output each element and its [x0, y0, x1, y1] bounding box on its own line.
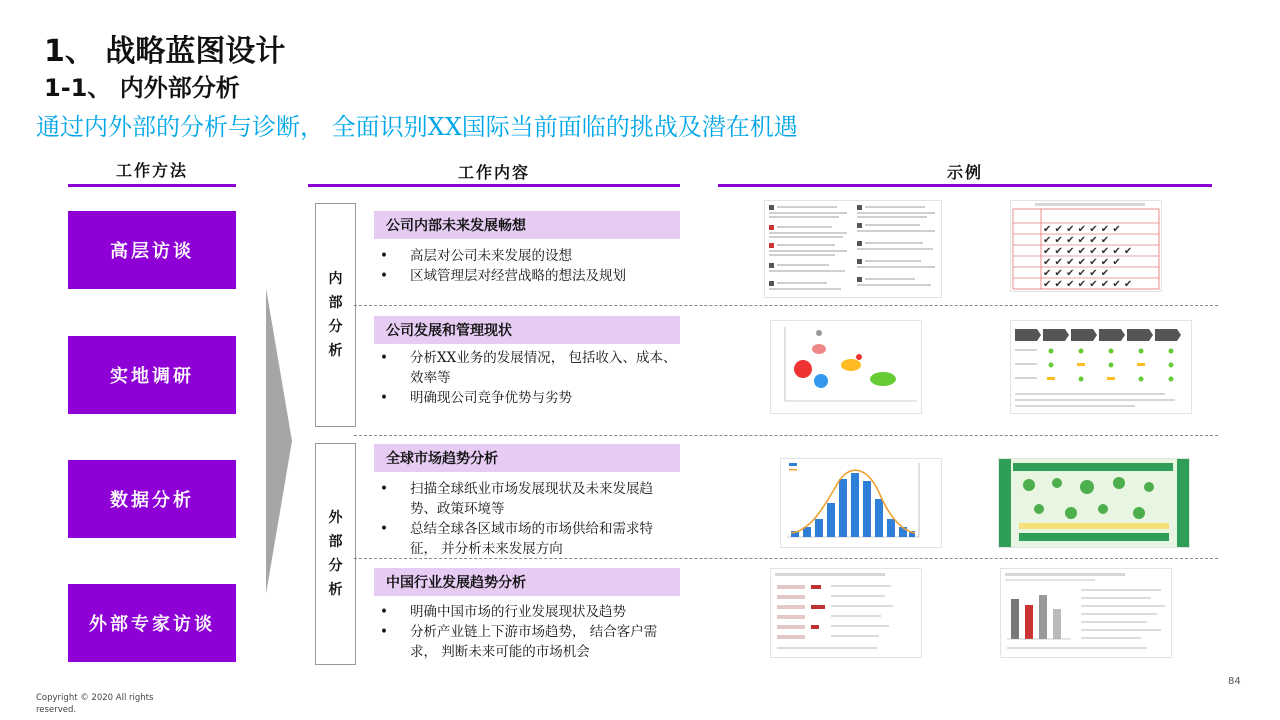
group-label-char: 析 [328, 343, 343, 359]
method-box-data-analysis: 数据分析 [68, 460, 236, 538]
list-item: • 总结全球各区域市场的市场供给和需求特征， 并分析未来发展方向 [380, 521, 653, 557]
svg-text:✔ ✔ ✔ ✔ ✔ ✔ ✔: ✔ ✔ ✔ ✔ ✔ ✔ ✔ [1043, 224, 1121, 235]
group-label-internal [315, 203, 356, 427]
list-item: • 分析XX业务的发展情况， 包括收入、成本、 效率等 [380, 350, 677, 386]
column-underline-content [308, 184, 680, 187]
column-underline-example [718, 184, 1212, 187]
bullet-list [378, 479, 678, 559]
method-box-executive-interview: 高层访谈 [68, 211, 236, 289]
bullet-list [378, 348, 678, 408]
example-thumbnail-process-flow [1010, 320, 1192, 414]
group-label-char: 内 [328, 271, 343, 287]
example-thumbnail-bar-comparison [1000, 568, 1172, 658]
section-title: 1-1、 内外部分析 [44, 74, 240, 102]
group-label-external [315, 443, 356, 665]
svg-text:✔ ✔ ✔ ✔ ✔ ✔: ✔ ✔ ✔ ✔ ✔ ✔ [1043, 268, 1110, 279]
svg-text:✔ ✔ ✔ ✔ ✔ ✔ ✔ ✔: ✔ ✔ ✔ ✔ ✔ ✔ ✔ ✔ [1043, 279, 1133, 290]
example-thumbnail-data-table [770, 568, 922, 658]
page-title: 1、 战略蓝图设计 [44, 34, 286, 69]
list-item: • 高层对公司未来发展的设想 [380, 248, 572, 264]
divider [354, 305, 1218, 306]
page-number: 84 [1228, 676, 1241, 687]
group-label-char: 部 [328, 534, 343, 550]
group-label-char: 外 [328, 510, 343, 526]
svg-text:✔ ✔ ✔ ✔ ✔ ✔ ✔: ✔ ✔ ✔ ✔ ✔ ✔ ✔ [1043, 257, 1121, 268]
section-heading: 中国行业发展趋势分析 [374, 568, 680, 596]
section-heading: 公司内部未来发展畅想 [374, 211, 680, 239]
section-heading: 全球市场趋势分析 [374, 444, 680, 472]
svg-text:✔ ✔ ✔ ✔ ✔ ✔: ✔ ✔ ✔ ✔ ✔ ✔ [1043, 235, 1110, 246]
example-thumbnail-scatter [770, 320, 922, 414]
example-thumbnail-text-doc [764, 200, 942, 298]
column-header-example: 示例 [946, 163, 983, 182]
list-item: • 区域管理层对经营战略的想法及规划 [380, 268, 626, 284]
divider [354, 435, 1218, 436]
group-label-char: 析 [328, 582, 343, 598]
bullet-list [378, 246, 678, 286]
method-box-expert-interview: 外部专家访谈 [68, 584, 236, 662]
group-label-internal-text [329, 267, 343, 363]
copyright-text: Copyright © 2020 All rights reserved. [36, 693, 154, 715]
group-label-char: 分 [328, 558, 343, 574]
column-header-content: 工作内容 [457, 163, 530, 182]
group-label-char: 分 [328, 319, 343, 335]
flow-arrow-icon [264, 288, 294, 594]
column-header-method: 工作方法 [115, 161, 188, 180]
svg-text:✔ ✔ ✔ ✔ ✔ ✔ ✔ ✔: ✔ ✔ ✔ ✔ ✔ ✔ ✔ ✔ [1043, 246, 1133, 257]
list-item: • 扫描全球纸业市场发展现状及未来发展趋势、政策环境等 [380, 481, 653, 517]
example-thumbnail-check-table [1010, 200, 1162, 292]
example-thumbnail-map-panel [998, 458, 1190, 548]
column-underline-method [68, 184, 236, 187]
group-label-char: 部 [328, 295, 343, 311]
list-item: • 明确现公司竞争优势与劣势 [380, 390, 572, 406]
method-box-field-research: 实地调研 [68, 336, 236, 414]
section-heading: 公司发展和管理现状 [374, 316, 680, 344]
page-subtitle: 通过内外部的分析与诊断， 全面识别XX国际当前面临的挑战及潜在机遇 [36, 113, 798, 141]
example-thumbnail-histogram [780, 458, 942, 548]
list-item: • 分析产业链上下游市场趋势， 结合客户需求， 判断未来可能的市场机会 [380, 624, 658, 660]
list-item: • 明确中国市场的行业发展现状及趋势 [380, 604, 626, 620]
bullet-list [378, 602, 678, 662]
group-label-external-text [329, 506, 343, 602]
